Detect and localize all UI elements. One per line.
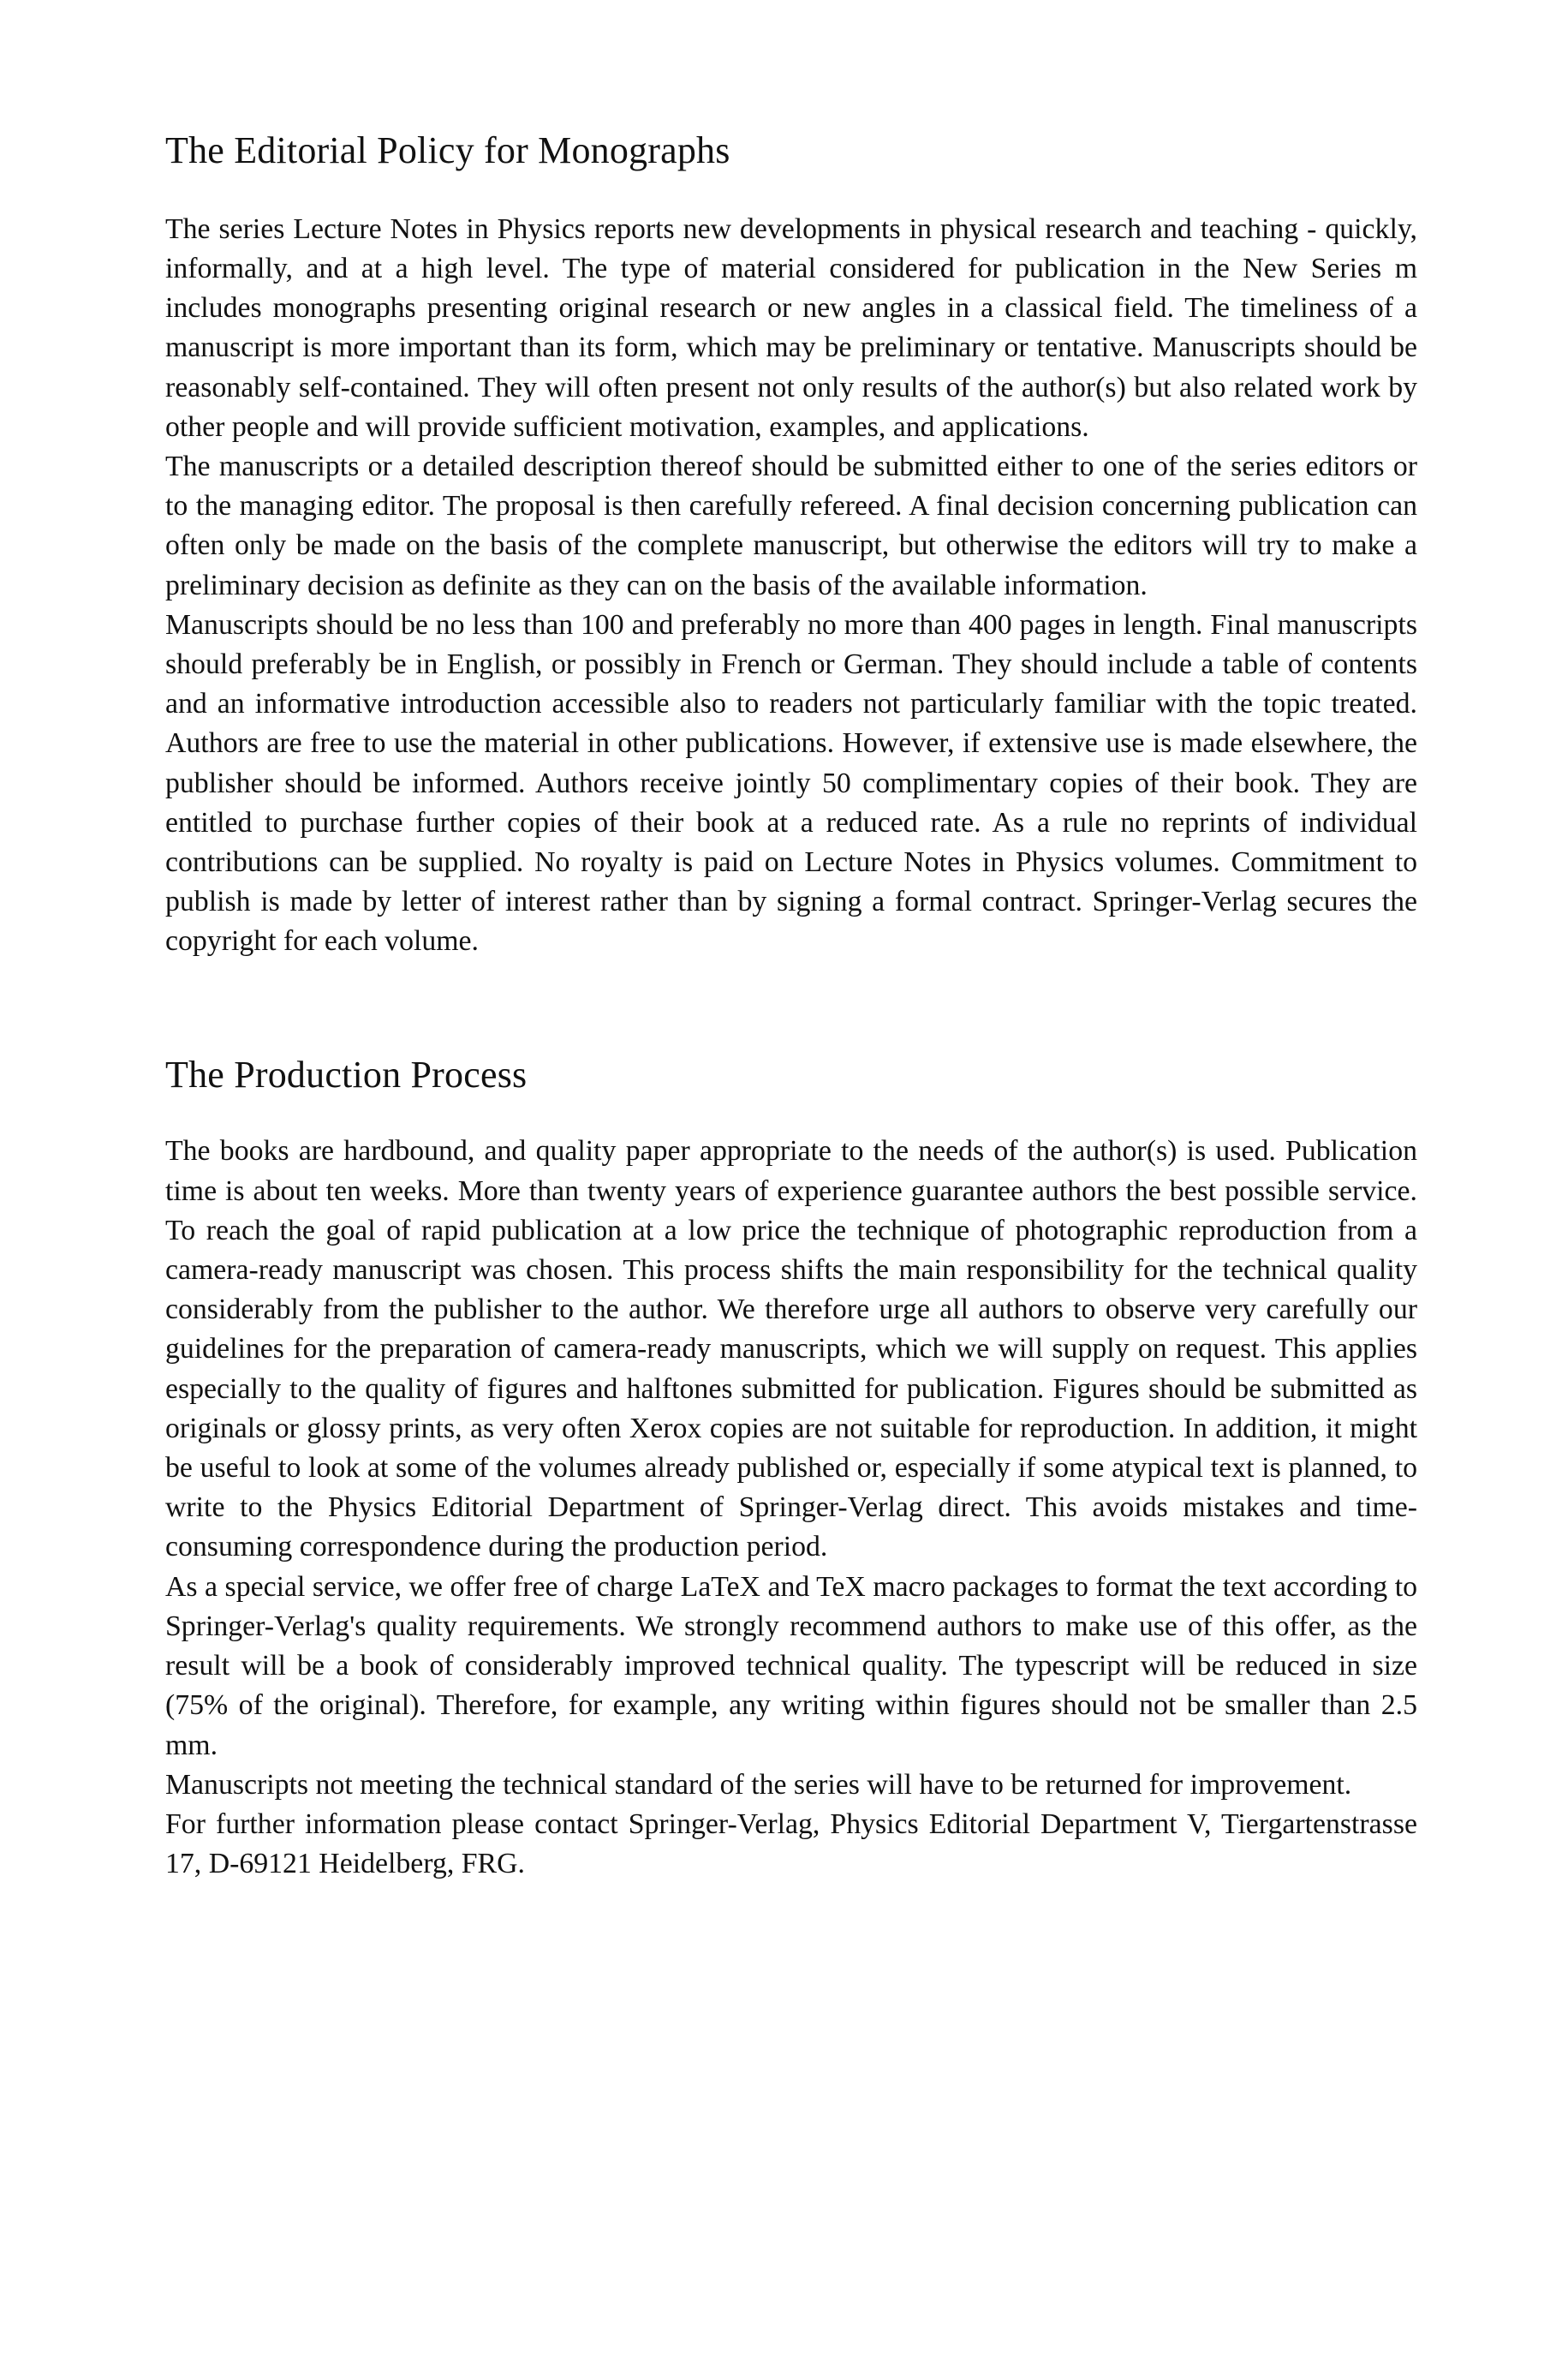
document-page <box>165 128 1417 1884</box>
paragraph: For further information please contact Springer-Verlag, Physics Editorial Department V, Tiergartenstrasse 17, D-69121 Heidelberg, FRG. <box>165 1807 1417 1880</box>
section-title: The Production Process <box>165 1053 528 1096</box>
paragraph: The books are hardbound, and quality paper appropriate to the needs of the author(s) is used. Publication time is about ten weeks. More than twenty years of experience guarantee authors the best possible service. To reach the goal of rapid publication at a low price the technique of photographic reproduction from a camera-ready manuscript was chosen. This process shifts the main responsibility for the technical quality considerably from the publisher to the author. We therefore urge all authors to observe very carefully our guidelines for the preparation of camera-ready manuscripts, which we will supply on request. This applies especially to the quality of figures and halftones submitted for publication. Figures should be submitted as originals or glossy prints, as very often Xerox copies are not suitable for reproduction. In addition, it might be useful to look at some of the volumes already published or, especially if some atypical text is planned, to write to the Physics Editorial Department of Springer-Verlag direct. This avoids mistakes and time-consuming correspondence during the production period. <box>165 1135 1417 1563</box>
paragraph: Manuscripts should be no less than 100 and preferably no more than 400 pages in length. Final manuscripts should preferably be in English, or possibly in French or German. They should include a table of contents and an informative introduction accessible also to readers not particularly familiar with the topic treated. Authors are free to use the material in other publications. However, if extensive use is made elsewhere, the publisher should be informed. Authors receive jointly 50 complimentary copies of their book. They are entitled to purchase further copies of their book at a reduced rate. As a rule no reprints of individual contributions can be supplied. No royalty is paid on Lecture Notes in Physics volumes. Commitment to publish is made by letter of interest rather than by signing a formal contract. Springer-Verlag secures the copyright for each volume. <box>165 608 1417 958</box>
section-title: The Editorial Policy for Monographs <box>165 129 730 171</box>
paragraph: The manuscripts or a detailed description thereof should be submitted either to one of the series editors or to the managing editor. The proposal is then carefully refereed. A final decision concerning publication can often only be made on the basis of the complete manuscript, but otherwise the editors will try to make a preliminary decision as definite as they can on the basis of the available information. <box>165 451 1417 601</box>
paragraph: As a special service, we offer free of charge LaTeX and TeX macro packages to format the text according to Springer-Verlag's quality requirements. We strongly recommend authors to make use of this offer, as the result will be a book of considerably improved technical quality. The typescript will be reduced in size (75% of the original). Therefore, for example, any writing within figures should not be smaller than 2.5 mm. <box>165 1570 1417 1761</box>
paragraph: The series Lecture Notes in Physics reports new developments in physical research and teaching - quickly, informally, and at a high level. The type of material considered for publication in the New Series m includes monographs presenting original research or new angles in a classical field. The timeliness of a manuscript is more important than its form, which may be preliminary or tentative. Manuscripts should be reasonably self-contained. They will often present not only results of the author(s) but also related work by other people and will provide sufficient motivation, examples, and applications. <box>165 212 1417 443</box>
production-process-section <box>165 1053 1417 1885</box>
editorial-policy-section <box>165 128 1417 962</box>
paragraph: Manuscripts not meeting the technical standard of the series will have to be returned for improvement. <box>165 1768 1352 1801</box>
